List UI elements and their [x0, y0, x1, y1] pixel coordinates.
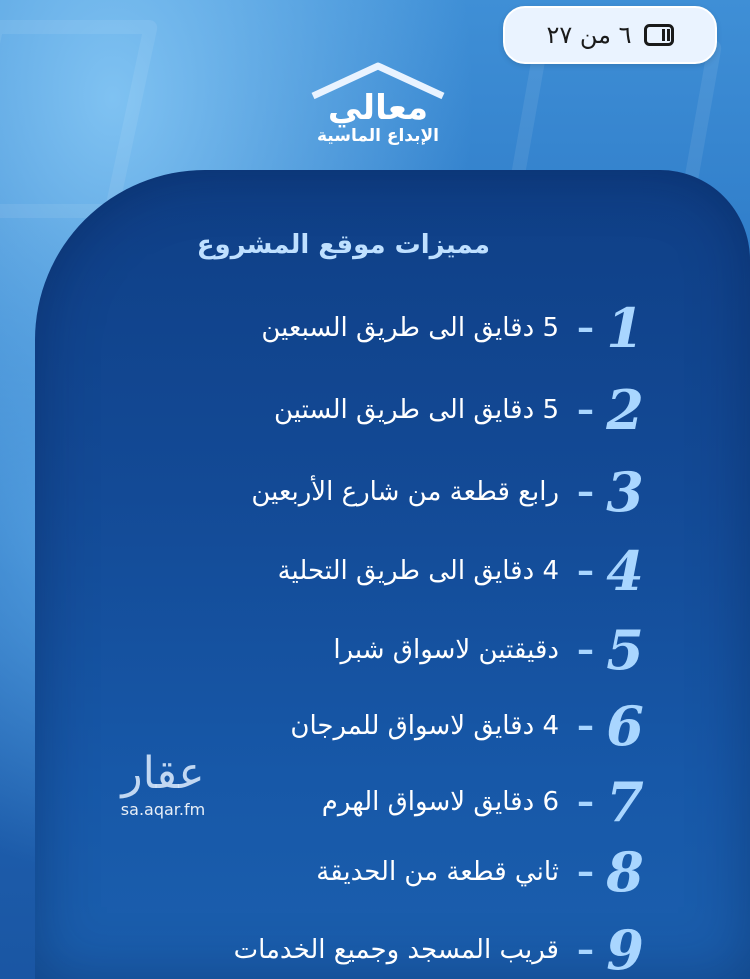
feature-number: 3 [606, 460, 644, 524]
feature-dash: – [577, 852, 594, 892]
feature-dash: – [577, 630, 594, 670]
aqar-watermark [98, 748, 228, 819]
feature-text: 5 دقايق الى طريق السبعين [261, 313, 559, 343]
feature-number: 6 [606, 694, 644, 758]
feature-text: قريب المسجد وجميع الخدمات [233, 935, 559, 965]
feature-number: 2 [606, 378, 644, 442]
panel-title: مميزات موقع المشروع [196, 230, 490, 260]
features-panel [35, 170, 750, 979]
feature-text: 6 دقايق لاسواق الهرم [321, 787, 559, 817]
feature-dash: – [577, 551, 594, 591]
feature-text: دقيقتين لاسواق شبرا [333, 635, 559, 665]
image-counter[interactable] [503, 6, 717, 64]
feature-number: 9 [606, 918, 644, 979]
logo-name: معالي [327, 88, 429, 128]
feature-text: رابع قطعة من شارع الأربعين [251, 477, 559, 507]
feature-number: 1 [606, 296, 644, 360]
feature-item [50, 840, 650, 904]
feature-item [50, 539, 650, 603]
feature-item [50, 296, 650, 360]
feature-dash: – [577, 930, 594, 970]
feature-item [50, 918, 650, 979]
feature-item [50, 460, 650, 524]
image-counter-text: ٦ من ٢٧ [546, 21, 632, 49]
feature-dash: – [577, 706, 594, 746]
gallery-icon [644, 24, 674, 46]
feature-number: 7 [606, 770, 644, 834]
feature-number: 4 [606, 539, 644, 603]
logo-tagline: الإبداع الماسية [316, 126, 439, 146]
feature-item [50, 378, 650, 442]
brand-logo [298, 60, 458, 155]
feature-text: 4 دقايق الى طريق التحلية [277, 556, 559, 586]
feature-item [50, 694, 650, 758]
feature-dash: – [577, 390, 594, 430]
feature-text: ثاني قطعة من الحديقة [316, 857, 559, 887]
watermark-url: sa.aqar.fm [120, 800, 206, 819]
feature-dash: – [577, 308, 594, 348]
feature-number: 5 [606, 618, 644, 682]
feature-dash: – [577, 472, 594, 512]
feature-number: 8 [606, 840, 644, 904]
feature-text: 4 دقايق لاسواق للمرجان [290, 711, 559, 741]
feature-item [50, 618, 650, 682]
watermark-brand: عقار [121, 748, 205, 799]
feature-text: 5 دقايق الى طريق الستين [273, 395, 559, 425]
feature-dash: – [577, 782, 594, 822]
